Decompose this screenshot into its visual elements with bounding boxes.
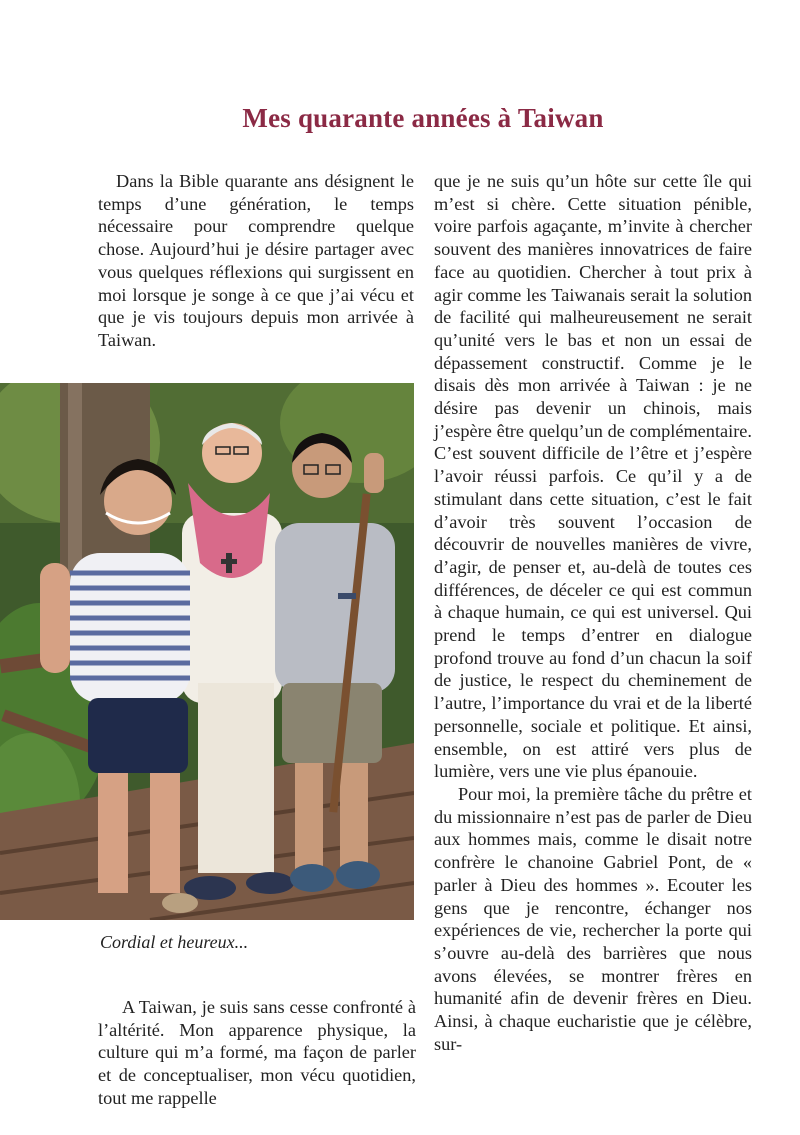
article-title: Mes quarante années à Taiwan [242, 103, 604, 133]
right-paragraph-2: Pour moi, la première tâche du prêtre et du missionnaire n’est pas de parler de Dieu aux hommes mais, comme le disait notre confrère le chanoine Gabriel Pont, de « parler à Dieu des hommes ». Ecouter les gens que je rencontre, échanger nos expériences de vie, rechercher la porte qui s’ouvre au-delà des barrières que nous avons élevées, se montrer frères en humanité afin de devenir frères en Dieu. Ainsi, à chaque eucharistie que je célèbre, sur- [434, 783, 752, 1054]
intro-paragraph: Dans la Bible quarante ans désignent le temps d’une génération, le temps nécessaire pour comprendre quelque chose. Aujourd’hui je désire partager avec vous quelques réflexions qui surgissent en moi lorsque je songe à ce que j’ai vécu et que je vis toujours depuis mon arrivée à Taiwan. [98, 171, 414, 350]
photo-caption: Cordial et heureux... [100, 932, 249, 952]
left-column-top [98, 170, 414, 352]
left-column-bottom [98, 996, 416, 1110]
right-column [434, 170, 752, 1055]
right-paragraph-1: que je ne suis qu’un hôte sur cette île qui m’est si chère. Cette situation pénible, voire parfois agaçante, m’invite à chercher souvent des manières innovatrices de faire face au quotidien. Chercher à tout prix à agir comme les Taiwanais serait la solution de facilité qui malheureusement ne serait qu’unité vers le bas et non un essai de dépassement constructif. Comme je le disais dès mon arrivée à Taiwan : je ne désire pas devenir un chinois, mais j’espère être quelqu’un de complémentaire. C’est souvent difficile de l’être et j’espère l’avoir réussi parfois. Ce qu’il y a de stimulant dans cette situation, c’est le fait d’avoir très souvent l’occasion de découvrir de nouvelles manières de vivre, d’agir, de penser et, au-delà de toutes ces différences, de déceler ce qui est commun à chaque humain, ce qui est universel. Qui prend le temps d’entrer en dialogue profond trouve au fond d’un chacun la soif de justice, le respect du cheminement de l’autre, l’importance du vrai et de la liberté personnelle, sociale et politique. Et ainsi, ensemble, on est attiré vers plus de lumière, vers une vie plus épanouie. [434, 171, 752, 782]
photo [0, 383, 414, 920]
left-bottom-paragraph: A Taiwan, je suis sans cesse confronté à l’altérité. Mon apparence physique, la culture qui m’a formé, ma façon de parler et de conceptualiser, mon vécu quotidien, tout me rappelle [98, 997, 416, 1108]
